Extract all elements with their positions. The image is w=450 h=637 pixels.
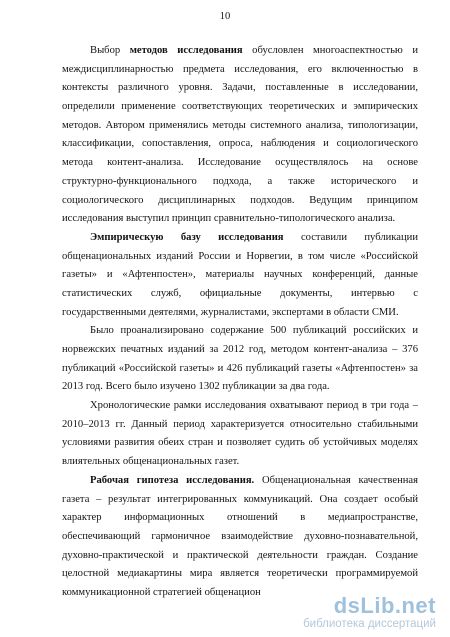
- text-segment: публикаций «Российской газеты» и 426 публикаций газеты «Афтенпостен» за: [62, 362, 418, 374]
- text-line: [62, 61, 418, 80]
- text-line: [62, 453, 418, 472]
- text-segment: междисциплинарностью предмета исследования, его включенностью в: [62, 63, 418, 75]
- text-line: [62, 98, 418, 117]
- text-line: [62, 248, 418, 267]
- body-text: [62, 42, 418, 603]
- text-segment: 2013 год. Всего было изучено 1302 публикации за два года.: [62, 381, 330, 393]
- text-segment: Хронологические рамки исследования охватывают период в три года –: [90, 400, 418, 412]
- text-line: [62, 416, 418, 435]
- text-segment: духовно-практической и практической деятельности граждан. Создание: [62, 549, 418, 561]
- text-line: [62, 491, 418, 510]
- text-segment: характер информационных отношений в медиапространстве,: [62, 512, 418, 524]
- bold-term: методов исследования: [129, 45, 243, 56]
- text-line: [62, 304, 418, 323]
- text-segment: методов. Автором применялись методы системного анализа, типологизации,: [62, 119, 418, 131]
- text-segment: метода контент-анализа. Исследование осуществлялось на основе: [62, 157, 418, 169]
- text-segment: обусловлен многоаспектностью и: [242, 45, 418, 56]
- text-line: [62, 42, 418, 61]
- text-segment: структурно-функционального подхода, а также исторического и: [62, 175, 418, 187]
- text-line: [62, 285, 418, 304]
- text-segment: контексты различного уровня. Задачи, поставленные в исследовании,: [62, 82, 418, 94]
- text-segment: общенациональных изданий России и Норвегии, в том числе «Российской: [62, 250, 418, 262]
- text-line: [62, 192, 418, 211]
- text-line: [62, 565, 418, 584]
- text-segment: составили публикации: [283, 231, 418, 243]
- text-line: [62, 547, 418, 566]
- text-line: [62, 397, 418, 416]
- text-line: [62, 229, 418, 248]
- watermark: [303, 595, 436, 631]
- text-line: [62, 79, 418, 98]
- text-segment: исследования выступил принцип сравнительно-типологического анализа.: [62, 213, 396, 225]
- text-segment: Выбор: [90, 45, 130, 56]
- text-line: [62, 154, 418, 173]
- text-line: [62, 210, 418, 229]
- text-segment: социологического дисциплинарных подходов. Ведущим принципом: [62, 194, 418, 206]
- watermark-subtitle: библиотека диссертаций: [303, 618, 436, 630]
- text-line: [62, 509, 418, 528]
- text-line: [62, 322, 418, 341]
- text-line: [62, 378, 418, 397]
- text-line: [62, 434, 418, 453]
- text-segment: влиятельных общенациональных газет.: [62, 456, 240, 468]
- text-line: [62, 266, 418, 285]
- text-segment: газета – результат интегрированных коммуникаций. Она создает особый: [62, 493, 418, 505]
- text-segment: целостной медиакартины мира является теоретически программируемой: [62, 568, 418, 580]
- text-segment: 2010–2013 гг. Данный период характеризуется относительно стабильными: [62, 418, 418, 430]
- text-segment: Было проанализировано содержание 500 публикаций российских и: [90, 325, 418, 337]
- text-line: [62, 472, 418, 491]
- text-line: [62, 117, 418, 136]
- watermark-logo: dsLib.net: [333, 593, 436, 618]
- text-segment: Общенациональная качественная: [254, 474, 418, 486]
- text-segment: классификации, сопоставления, опроса, наблюдения и социологического: [62, 138, 418, 150]
- text-segment: норвежских печатных изданий за 2012 год, методом контент-анализа – 376: [62, 344, 418, 355]
- text-line: [62, 528, 418, 547]
- text-line: [62, 173, 418, 192]
- text-line: [62, 135, 418, 154]
- bold-term: Эмпирическую базу исследования: [90, 231, 284, 243]
- text-segment: определили применение соответствующих теоретических и эмпирических: [62, 101, 418, 113]
- text-segment: условиями развития обеих стран и позволяет судить об устойчивых моделях: [62, 437, 418, 449]
- text-segment: статистических служб, официальные документы, интервью с: [62, 287, 418, 299]
- text-segment: коммуникационной стратегией общенацион: [62, 586, 261, 598]
- page-number: 10: [219, 11, 231, 22]
- text-segment: газеты» и «Афтенпостен», материалы научных конференций, данные: [62, 269, 418, 281]
- text-segment: государственными деятелями, журналистами, экспертами в области СМИ.: [62, 306, 399, 318]
- text-line: [62, 360, 418, 379]
- text-segment: обеспечивающий гармоничное взаимодействие духовно-познавательной,: [62, 530, 418, 542]
- bold-term: Рабочая гипотеза исследования.: [90, 474, 255, 486]
- text-line: [62, 341, 418, 360]
